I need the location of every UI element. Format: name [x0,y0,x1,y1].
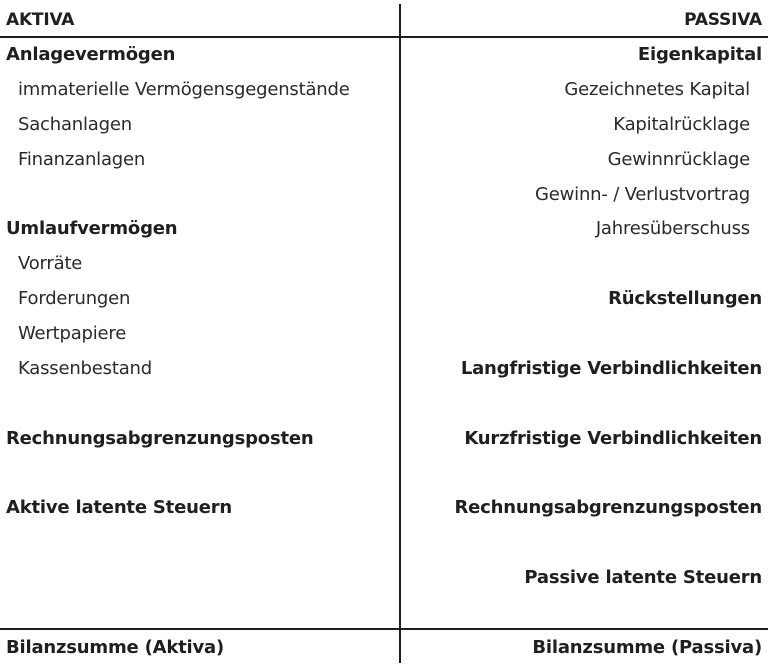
rueckstellungen: Rückstellungen [608,288,762,309]
umlaufvermoegen-heading: Umlaufvermögen [6,218,178,239]
umlaufvermoegen-item: Kassenbestand [18,358,152,379]
eigenkapital-item: Gezeichnetes Kapital [564,79,750,100]
eigenkapital-heading: Eigenkapital [637,44,762,65]
passiva-rechnungsabgrenzungsposten: Rechnungsabgrenzungsposten [454,497,762,518]
umlaufvermoegen-item: Vorräte [18,253,83,274]
passiva-header: PASSIVA [684,10,762,30]
total-divider [0,628,768,630]
passive-latente-steuern: Passive latente Steuern [524,567,762,588]
langfristige-verbindlichkeiten: Langfristige Verbindlichkeiten [460,358,762,379]
eigenkapital-item: Jahresüberschuss [595,218,750,239]
anlagevermoegen-item: Sachanlagen [18,114,132,135]
column-divider [399,4,401,663]
anlagevermoegen-heading: Anlagevermögen [6,44,176,65]
aktive-latente-steuern: Aktive latente Steuern [6,497,232,518]
bilanzsumme-aktiva: Bilanzsumme (Aktiva) [6,637,225,658]
anlagevermoegen-item: immaterielle Vermögensgegenstände [18,79,350,100]
eigenkapital-item: Kapitalrücklage [613,114,750,135]
kurzfristige-verbindlichkeiten: Kurzfristige Verbindlichkeiten [464,428,762,449]
eigenkapital-item: Gewinnrücklage [607,149,750,170]
aktiva-header: AKTIVA [6,10,75,30]
umlaufvermoegen-item: Wertpapiere [18,323,127,344]
eigenkapital-item: Gewinn- / Verlustvortrag [535,184,750,205]
aktiva-rechnungsabgrenzungsposten: Rechnungsabgrenzungsposten [6,428,314,449]
anlagevermoegen-item: Finanzanlagen [18,149,146,170]
bilanzsumme-passiva: Bilanzsumme (Passiva) [532,637,762,658]
umlaufvermoegen-item: Forderungen [18,288,131,309]
